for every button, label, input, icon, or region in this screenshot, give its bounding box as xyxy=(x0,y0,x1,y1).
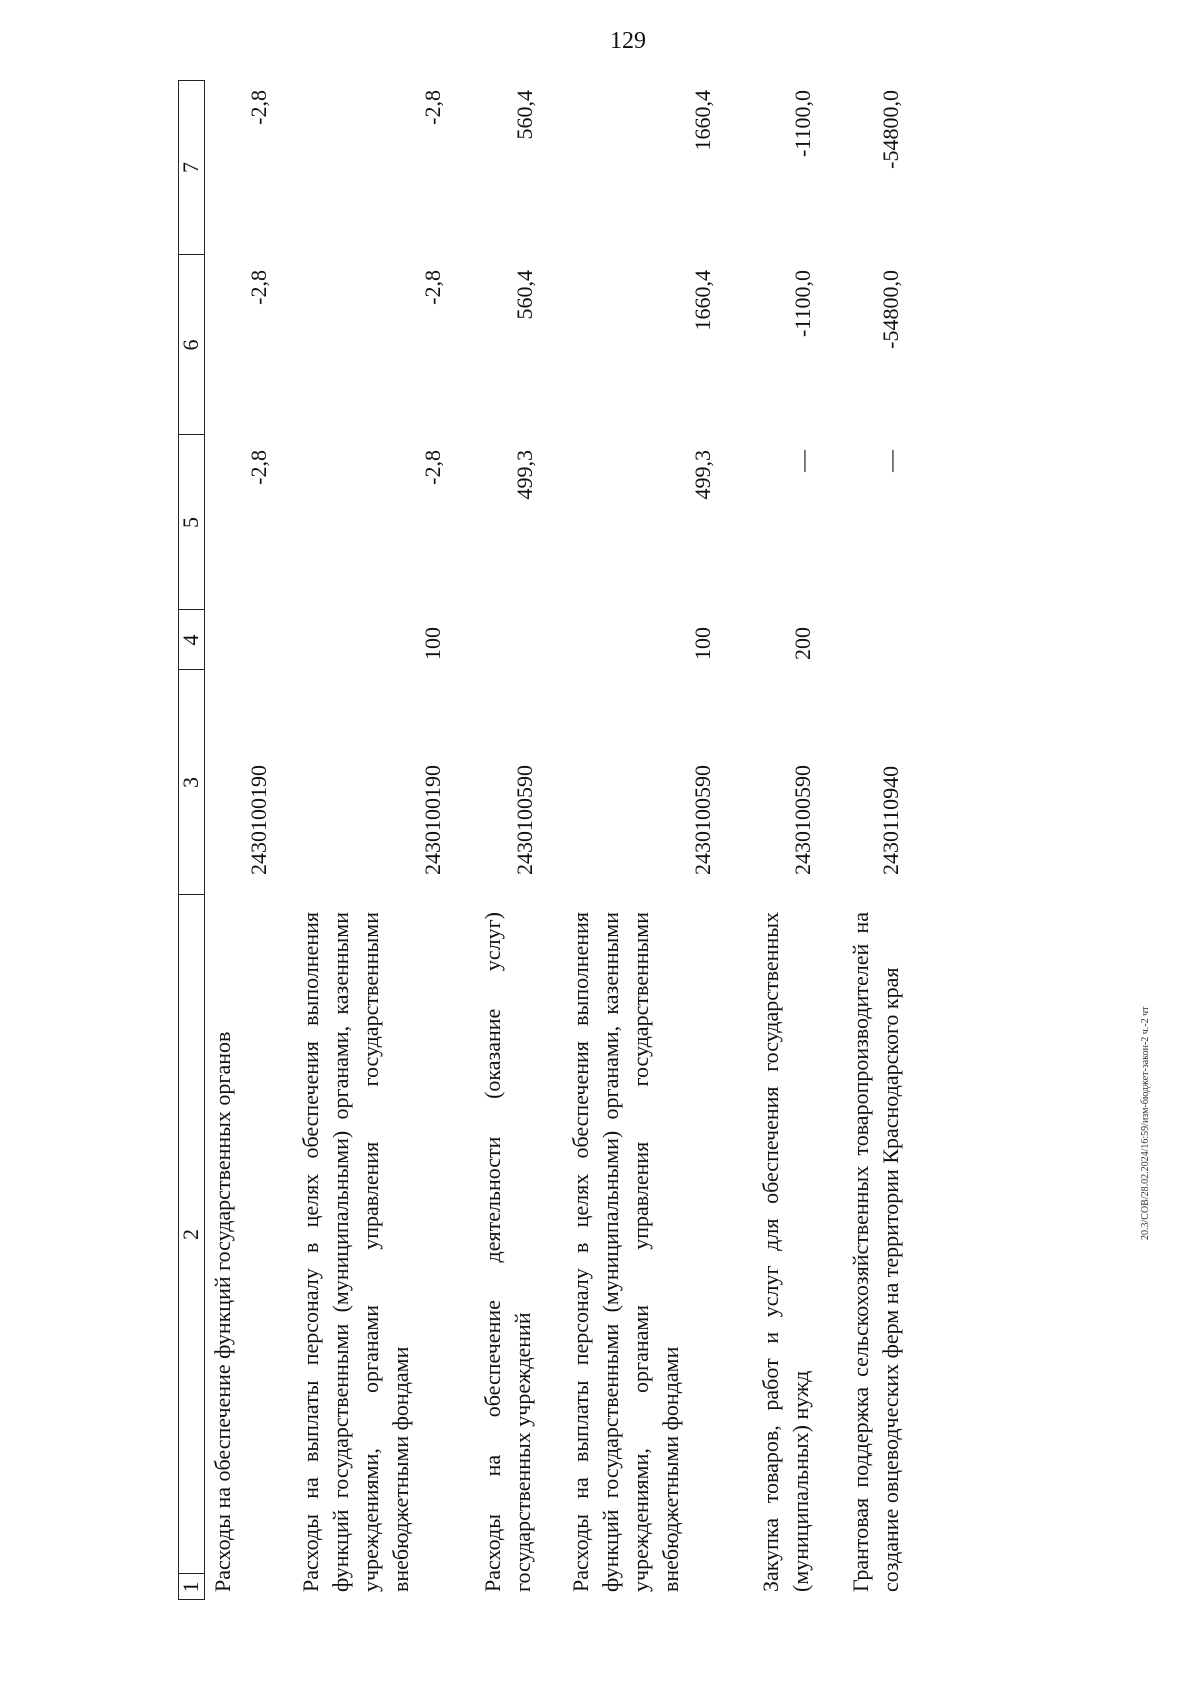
row-col7: -54800,0 xyxy=(878,90,903,169)
row-col5: 499,3 xyxy=(512,450,537,500)
row-col5: — xyxy=(790,450,815,472)
table-row xyxy=(756,80,826,1600)
row-description: Расходы на обеспечение функций государственных органов xyxy=(210,1031,235,1592)
row-col6: -54800,0 xyxy=(878,270,903,349)
column-header-5: 5 xyxy=(178,517,203,528)
row-code: 2430100590 xyxy=(690,765,715,875)
row-col5: -2,8 xyxy=(246,450,271,485)
header-bottom-border xyxy=(204,80,205,1600)
row-col7: -2,8 xyxy=(420,90,445,125)
table-row xyxy=(478,80,548,1600)
column-header-1: 1 xyxy=(178,1581,203,1593)
table-row xyxy=(566,80,726,1600)
row-col6: 560,4 xyxy=(512,270,537,320)
row-col5: 499,3 xyxy=(690,450,715,500)
column-header-3: 3 xyxy=(178,777,203,788)
row-col7: 560,4 xyxy=(512,90,537,140)
row-type: 100 xyxy=(690,627,715,660)
row-col5: — xyxy=(878,450,903,472)
column-header-6: 6 xyxy=(178,339,203,351)
row-description: Расходы на выплаты персоналу в целях обеспечения выполнения функций государственными (муниципальными) органами, казенными учреждениями, органами управления государственными внебюджетными фондами xyxy=(298,912,413,1592)
table-row xyxy=(296,80,456,1600)
row-code: 2430100590 xyxy=(790,765,815,875)
document-footer: 20.3/СОВ/28.02.2024/16:59/изм-бюджет-закон-2 ч.-2 чт xyxy=(1140,1006,1151,1240)
page-number: 129 xyxy=(610,28,646,54)
row-type: 200 xyxy=(790,627,815,660)
table-row xyxy=(846,80,946,1600)
row-description: Расходы на обеспечение деятельности (оказание услуг) государственных учреждений xyxy=(480,912,535,1592)
column-header-7: 7 xyxy=(178,162,203,173)
row-col6: -2,8 xyxy=(420,270,445,305)
row-description: Грантовая поддержка сельскохозяйственных товаропроизводителей на создание овцеводческих ферм на территории Краснодарского края xyxy=(848,912,903,1592)
row-description: Расходы на выплаты персоналу в целях обеспечения выполнения функций государственными (муниципальными) органами, казенными учреждениями, органами управления государственными внебюджетными фондами xyxy=(568,912,683,1592)
row-description: Закупка товаров, работ и услуг для обеспечения государственных (муниципальных) нужд xyxy=(758,912,813,1592)
budget-table xyxy=(178,80,1200,1600)
row-code: 2430100590 xyxy=(512,765,537,875)
row-col5: -2,8 xyxy=(420,450,445,485)
column-header-4: 4 xyxy=(178,634,203,646)
table-row xyxy=(208,80,278,1600)
row-code: 2430100190 xyxy=(246,765,271,875)
column-header-2: 2 xyxy=(178,1229,203,1240)
row-col6: -1100,0 xyxy=(790,270,815,338)
row-col7: 1660,4 xyxy=(690,90,715,151)
row-col7: -2,8 xyxy=(246,90,271,125)
row-col7: -1100,0 xyxy=(790,90,815,158)
row-col6: 1660,4 xyxy=(690,270,715,331)
row-col6: -2,8 xyxy=(246,270,271,305)
row-code: 2430110940 xyxy=(878,765,903,875)
row-code: 2430100190 xyxy=(420,765,445,875)
row-type: 100 xyxy=(420,627,445,660)
